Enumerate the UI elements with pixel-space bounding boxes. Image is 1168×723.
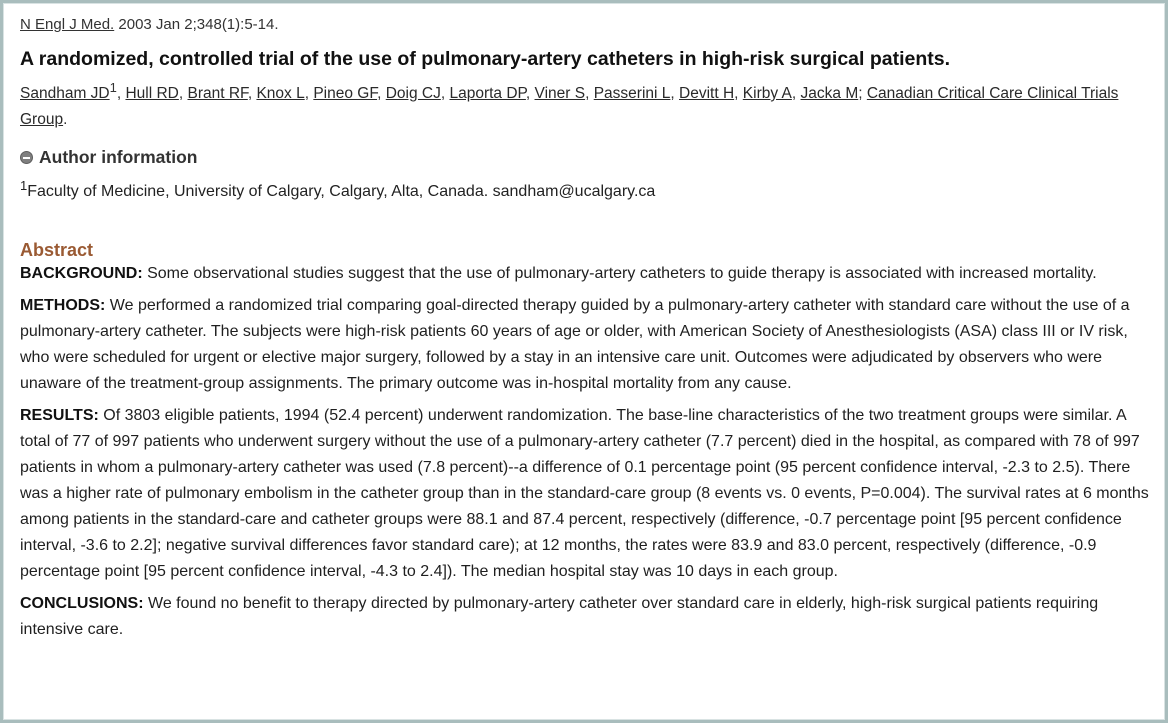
author-information-label: Author information — [39, 146, 198, 167]
abstract-methods — [20, 293, 1150, 397]
affiliation — [20, 178, 1150, 203]
section-text: Of 3803 eligible patients, 1994 (52.4 percent) underwent randomization. The base-line characteristics of the two treatment groups were similar. A total of 77 of 997 patients who underwent surgery without the use of a pulmonary-artery catheter (7.7 percent) died in the hospital, as compared with 78 of 997 patients in whom a pulmonary-artery catheter was used (7.8 percent)--a difference of 0.1 percentage point (95 percent confidence interval, -2.3 to 2.5). There was a higher rate of pulmonary embolism in the catheter group than in the standard-care group (8 events vs. 0 events, P=0.004). The survival rates at 6 months among patients in the standard-care and catheter groups were 88.1 and 87.4 percent, respectively (difference, -0.7 percentage point [95 percent confidence interval, -3.6 to 2.2]; negative survival differences favor standard care); at 12 months, the rates were 83.9 and 83.0 percent, respectively (difference, -0.9 percentage point [95 percent confidence interval, -4.3 to 2.4]). The median hospital stay was 10 days in each group. — [20, 407, 1149, 580]
author-link[interactable]: Laporta DP — [449, 85, 526, 102]
article-title: A randomized, controlled trial of the use of pulmonary-artery catheters in high-risk surgical patients. — [20, 48, 951, 70]
section-text: Some observational studies suggest that the use of pulmonary-artery catheters to guide therapy is associated with increased mortality. — [147, 265, 1097, 282]
section-text: We found no benefit to therapy directed by pulmonary-artery catheter over standard care in elderly, high-risk surgical patients requiring intensive care. — [20, 595, 1099, 638]
section-label: METHODS: — [20, 297, 106, 314]
affiliation-sup: 1 — [20, 178, 28, 193]
author-link[interactable]: Knox L — [256, 85, 305, 102]
section-label: CONCLUSIONS: — [20, 595, 144, 612]
author-affiliation-sup: 1 — [109, 80, 117, 95]
author-list: Sandham $JD^1$, Hull RD, Brant RF, Knox L, Pineo GF, Doig CJ, Laporta DP, Viner S, Passerini L, Devitt H, Kirby A, Jacka M; Canadian Critical Care Clinical Trials Group. — [20, 80, 1119, 128]
author-link[interactable]: Viner S — [534, 85, 586, 102]
minus-icon[interactable] — [20, 151, 33, 164]
author-link[interactable]: Kirby A — [742, 85, 792, 102]
author-link[interactable]: Brant RF — [187, 85, 248, 102]
author-link[interactable]: Devitt H — [679, 85, 735, 102]
abstract-conclusions — [20, 591, 1150, 643]
group-author-link[interactable]: Canadian Critical Care Clinical Trials Group — [20, 85, 1119, 128]
author-link[interactable]: Sandham JD — [20, 85, 110, 102]
affiliation-text: Faculty of Medicine, University of Calgary, Calgary, Alta, Canada. sandham@ucalgary.ca — [27, 183, 656, 200]
citation — [20, 15, 1150, 35]
author-information-toggle[interactable] — [20, 145, 1150, 169]
abstract-results — [20, 403, 1150, 585]
abstract-background — [20, 261, 1150, 287]
section-label: RESULTS: — [20, 407, 99, 424]
abstract-heading: Abstract — [20, 240, 94, 260]
author-link[interactable]: Pineo GF — [313, 85, 378, 102]
author-link[interactable]: Passerini L — [593, 85, 671, 102]
section-text: We performed a randomized trial comparing goal-directed therapy guided by a pulmonary-artery catheter with standard care without the use of a pulmonary-artery catheter. The subjects were high-risk patients 60 years of age or older, with American Society of Anesthesiologists (ASA) class III or IV risk, who were scheduled for urgent or elective major surgery, followed by a stay in an intensive care unit. Outcomes were adjudicated by observers who were unaware of the treatment-group assignments. The primary outcome was in-hospital mortality from any cause. — [20, 297, 1130, 392]
author-link[interactable]: Doig CJ — [385, 85, 441, 102]
section-label: BACKGROUND: — [20, 265, 143, 282]
citation-date: 2003 Jan 2;348(1):5-14. — [118, 16, 279, 33]
article-content — [20, 15, 1150, 649]
author-link[interactable]: Hull RD — [125, 85, 179, 102]
journal-link[interactable]: N Engl J Med. — [20, 16, 115, 33]
author-link[interactable]: Jacka M — [800, 85, 859, 102]
